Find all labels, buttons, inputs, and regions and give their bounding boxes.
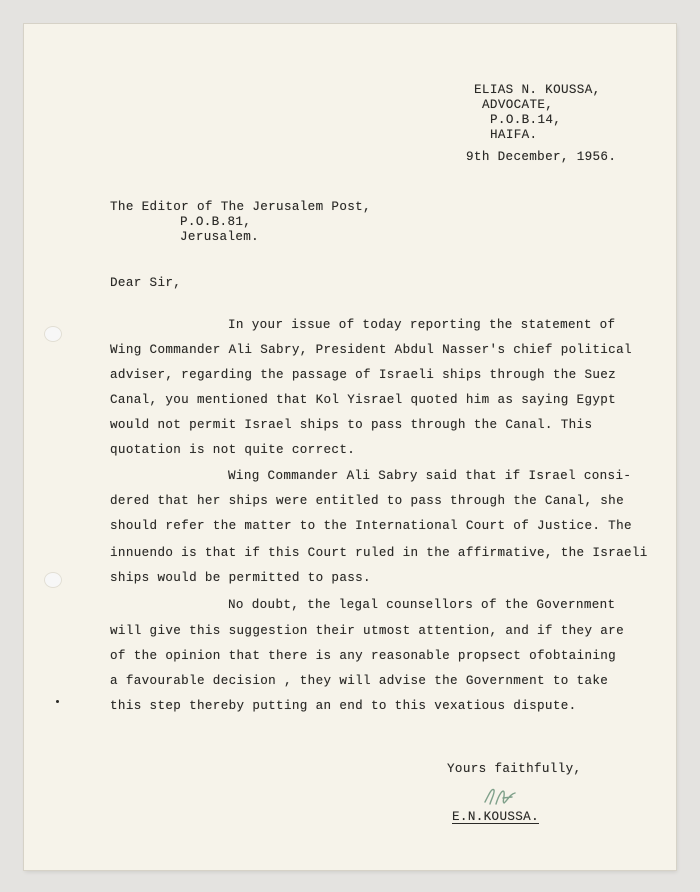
recipient-line-2: P.O.B.81, xyxy=(180,215,252,229)
letterhead-name: ELIAS N. KOUSSA, xyxy=(474,83,601,97)
body-line: should refer the matter to the International Court of Justice. The xyxy=(110,519,632,533)
salutation: Dear Sir, xyxy=(110,276,182,290)
signature-name: E.N.KOUSSA. xyxy=(452,810,539,824)
body-line: dered that her ships were entitled to pass through the Canal, she xyxy=(110,494,624,508)
body-line: In your issue of today reporting the statement of xyxy=(228,318,616,332)
letterhead-pobox: P.O.B.14, xyxy=(490,113,562,127)
letter-date: 9th December, 1956. xyxy=(466,150,617,164)
letterhead-title: ADVOCATE, xyxy=(482,98,554,112)
body-line: ships would be permitted to pass. xyxy=(110,571,371,585)
recipient-line-3: Jerusalem. xyxy=(180,230,260,244)
punch-hole-bottom xyxy=(44,572,62,588)
body-line: Canal, you mentioned that Kol Yisrael quoted him as saying Egypt xyxy=(110,393,617,407)
body-line: of the opinion that there is any reasonable propsect ofobtaining xyxy=(110,649,617,663)
body-line: will give this suggestion their utmost attention, and if they are xyxy=(110,624,624,638)
body-line: would not permit Israel ships to pass through the Canal. This xyxy=(110,418,593,432)
signature-mark xyxy=(482,784,522,808)
body-line: innuendo is that if this Court ruled in the affirmative, the Israeli xyxy=(110,546,648,560)
body-line: Wing Commander Ali Sabry, President Abdul Nasser's chief political xyxy=(110,343,632,357)
ink-speck xyxy=(56,700,59,703)
closing: Yours faithfully, xyxy=(447,762,582,776)
body-line: Wing Commander Ali Sabry said that if Israel consi- xyxy=(228,469,632,483)
body-line: this step thereby putting an end to this vexatious dispute. xyxy=(110,699,577,713)
punch-hole-top xyxy=(44,326,62,342)
body-line: No doubt, the legal counsellors of the Government xyxy=(228,598,616,612)
letterhead-city: HAIFA. xyxy=(490,128,538,142)
body-line: quotation is not quite correct. xyxy=(110,443,356,457)
body-line: adviser, regarding the passage of Israeli ships through the Suez xyxy=(110,368,617,382)
recipient-line-1: The Editor of The Jerusalem Post, xyxy=(110,200,371,214)
body-line: a favourable decision , they will advise the Government to take xyxy=(110,674,609,688)
